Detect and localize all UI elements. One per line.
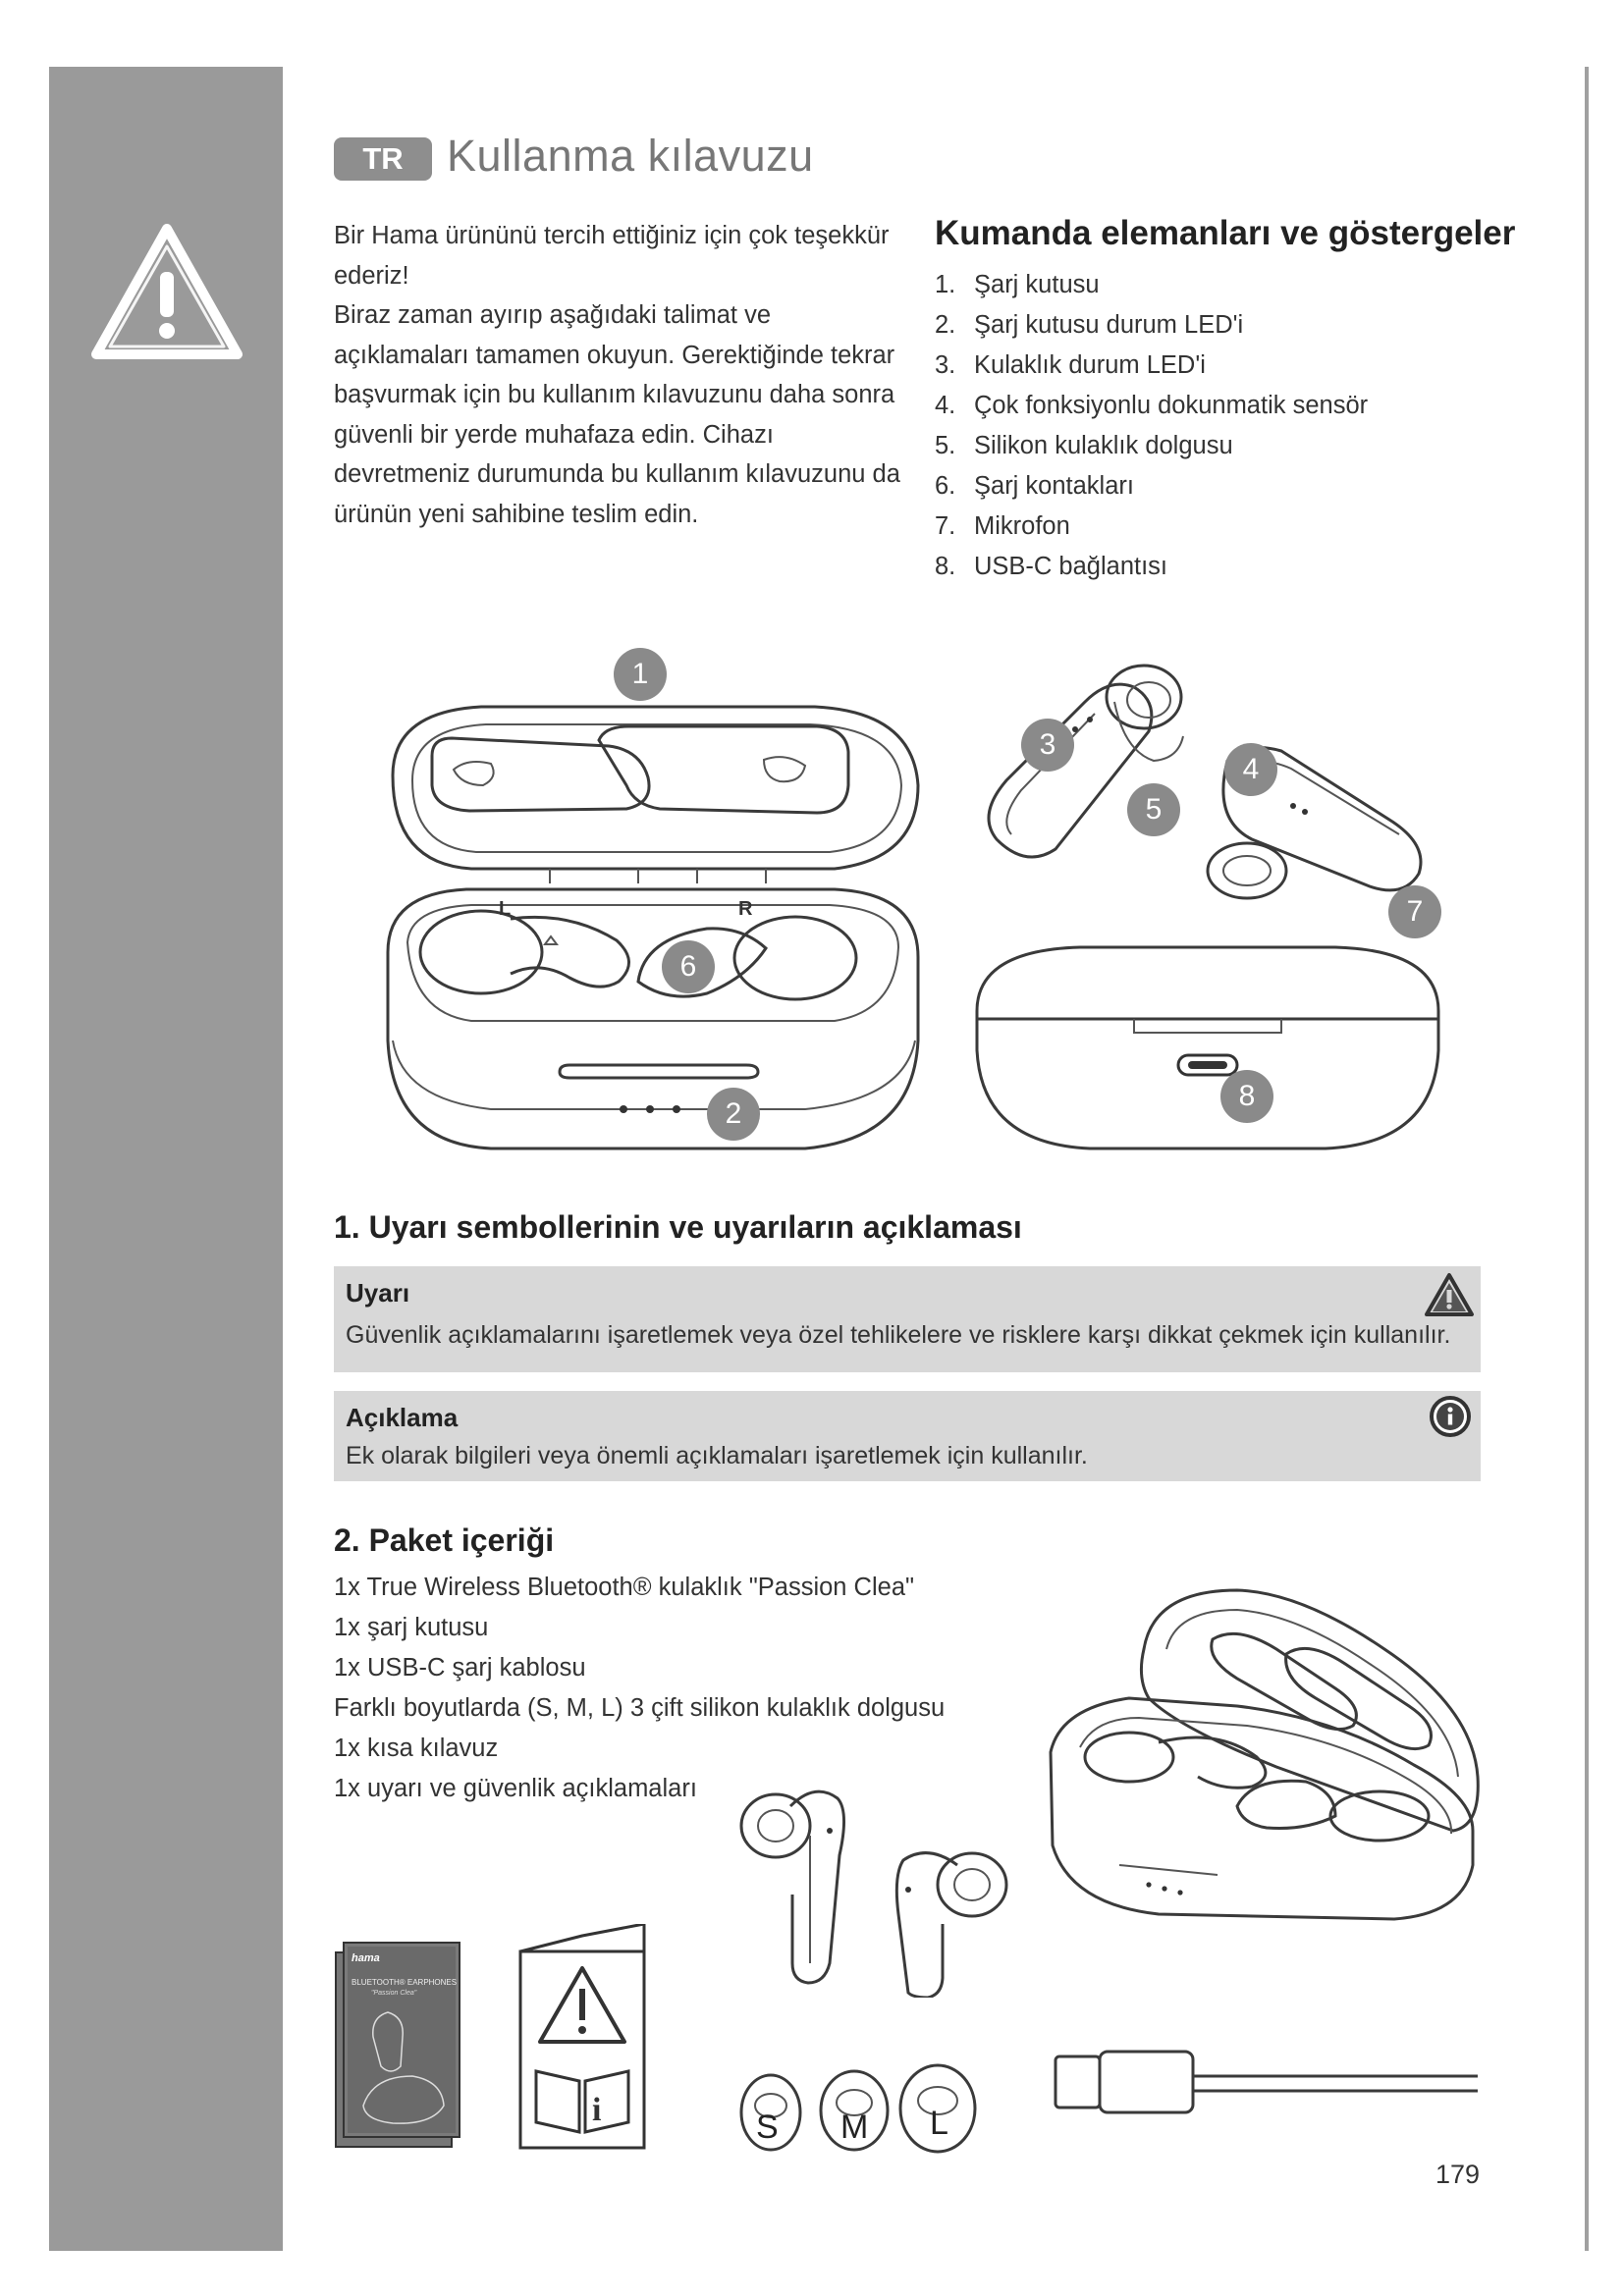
callout-5: 5 (1127, 783, 1180, 836)
callout-4: 4 (1224, 743, 1277, 796)
ear-tip-size-l: L (930, 2105, 948, 2142)
list-item: 1x uyarı ve güvenlik açıklamaları (334, 1775, 697, 1802)
list-item: Farklı boyutlarda (S, M, L) 3 çift silikon kulaklık dolgusu (334, 1694, 946, 1722)
callout-2: 2 (707, 1088, 760, 1141)
booklet-subtitle: "Passion Clea" (371, 1990, 417, 1997)
section-2-heading: 2. Paket içeriği (334, 1522, 555, 1558)
intro-paragraph: Biraz zaman ayırıp aşağıdaki talimat ve açıklamaları tamamen okuyun. Gerektiğinde tekrar başvurmak için bu kullanım kılavuzunu daha sonra güvenli bir yerde muhafaza edin. Cihazı devretmeniz durumunda bu kullanım kılavuzunu da ürünün yeni sahibine teslim edin. (334, 301, 900, 528)
intro-text (334, 216, 903, 534)
info-icon (1429, 1395, 1472, 1438)
document-title: Kullanma kılavuzu (447, 131, 814, 181)
usb-c-cable-illustration (1051, 2047, 1483, 2125)
led-dot (673, 1105, 680, 1113)
warning-triangle-icon (88, 221, 245, 363)
list-item: 8. USB-C bağlantısı (935, 553, 1168, 580)
list-item: 5. Silikon kulaklık dolgusu (935, 432, 1233, 459)
list-item: 1x USB-C şarj kablosu (334, 1654, 586, 1682)
list-item: 1x şarj kutusu (334, 1614, 489, 1641)
package-case-illustration (1041, 1580, 1483, 1934)
led-dot (620, 1105, 627, 1113)
case-label-left: L (499, 898, 512, 920)
list-item: 3. Kulaklık durum LED'i (935, 351, 1206, 379)
package-earbuds-illustration (731, 1777, 1026, 1998)
note-notice (334, 1391, 1481, 1481)
list-item: 1x True Wireless Bluetooth® kulaklık "Passion Clea" (334, 1574, 915, 1601)
warning-title: Uyarı (346, 1278, 410, 1308)
warning-text: Güvenlik açıklamalarını işaretlemek veya özel tehlikelere ve risklere karşı dikkat çekmek için kullanılır. (346, 1321, 1451, 1349)
warning-triangle-icon (1424, 1272, 1475, 1317)
safety-leaflet-illustration (518, 1924, 646, 2150)
list-item: 4. Çok fonksiyonlu dokunmatik sensör (935, 392, 1369, 419)
led-dot (646, 1105, 654, 1113)
earbuds-illustration (977, 643, 1453, 937)
note-text: Ek olarak bilgileri veya önemli açıklamaları işaretlemek için kullanılır. (346, 1442, 1088, 1469)
note-title: Açıklama (346, 1403, 459, 1432)
list-item: 1. Şarj kutusu (935, 271, 1100, 298)
controls-heading: Kumanda elemanları ve göstergeler (935, 214, 1516, 252)
callout-7: 7 (1388, 885, 1441, 938)
left-sidebar (49, 67, 283, 2251)
info-letter: i (592, 2092, 602, 2128)
booklet-brand: hama (352, 1952, 380, 1964)
list-item: 2. Şarj kutusu durum LED'i (935, 311, 1244, 339)
case-label-right: R (738, 898, 753, 920)
short-guide-booklet (334, 1939, 466, 2150)
right-margin-rule (1585, 67, 1589, 2251)
booklet-title: BLUETOOTH® EARPHONES (352, 1978, 458, 1987)
booklet-outline-icon (334, 1939, 466, 2150)
list-item: 7. Mikrofon (935, 512, 1070, 540)
controls-list (935, 265, 1368, 587)
ear-tip-size-s: S (756, 2109, 779, 2146)
language-badge: TR (334, 137, 432, 181)
list-item: 1x kısa kılavuz (334, 1735, 499, 1762)
list-item: 6. Şarj kontakları (935, 472, 1134, 500)
callout-1: 1 (614, 648, 667, 701)
charging-case-closed-illustration (972, 942, 1443, 1153)
callout-6: 6 (662, 940, 715, 993)
callout-8: 8 (1220, 1070, 1273, 1123)
callout-3: 3 (1021, 719, 1074, 772)
page-number: 179 (1435, 2160, 1481, 2189)
warning-notice (334, 1266, 1481, 1372)
package-contents-list (334, 1568, 945, 1809)
ear-tip-size-m: M (840, 2109, 869, 2146)
charging-case-open-illustration (373, 687, 933, 1168)
intro-paragraph: Bir Hama ürününü tercih ettiğiniz için çok teşekkür ederiz! (334, 222, 890, 290)
section-1-heading: 1. Uyarı sembollerinin ve uyarıların açıklaması (334, 1209, 1022, 1245)
